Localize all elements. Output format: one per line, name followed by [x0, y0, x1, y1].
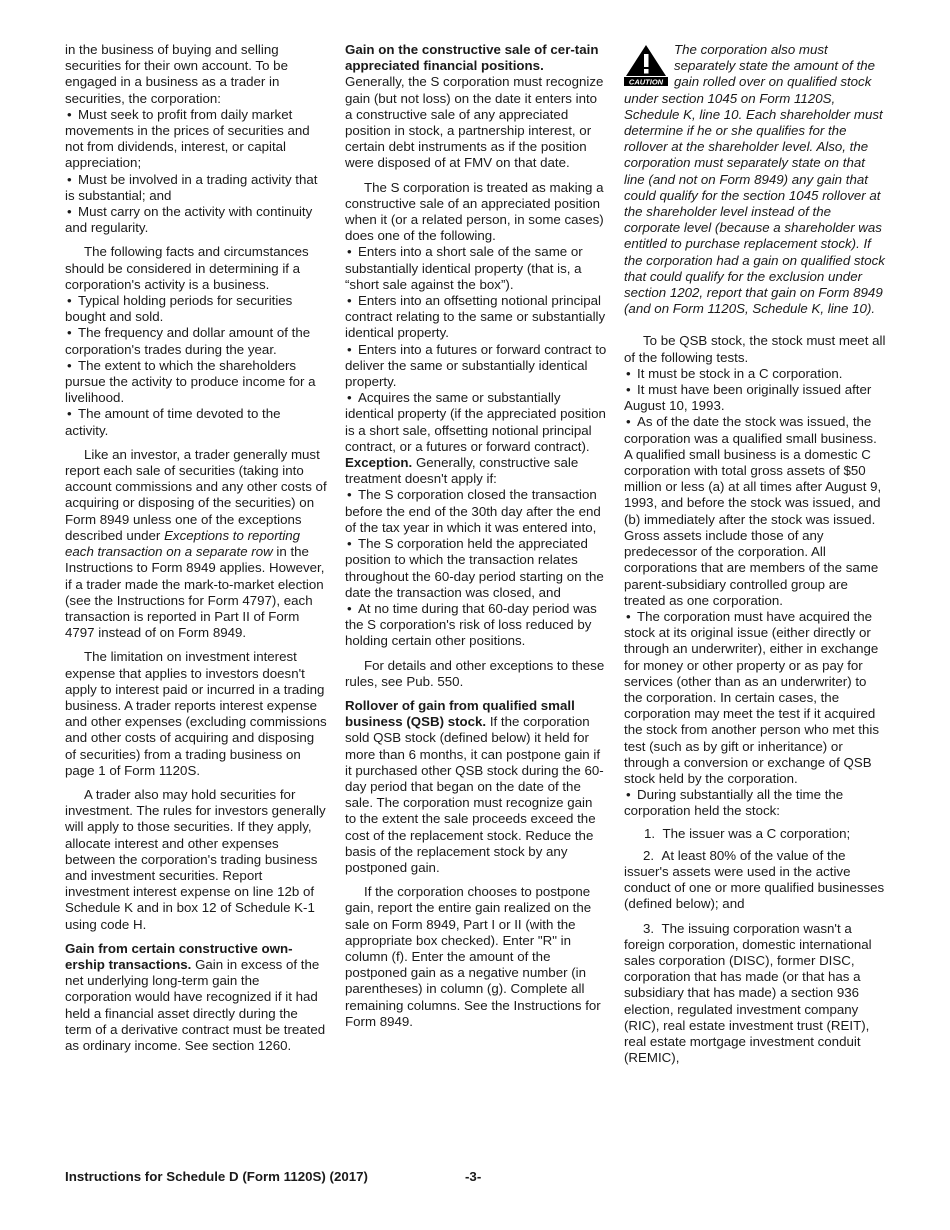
column-1 [65, 42, 327, 1062]
paragraph: For details and other exceptions to these rules, see Pub. 550. [345, 657, 605, 689]
bullet-item: • Must carry on the activity with continuity and regularity. [65, 204, 327, 236]
bullet-item: • Must seek to profit from daily market movements in the prices of securities and not from dividends, interest, or capital appreciation; [65, 107, 327, 172]
bullet-item: • Enters into a short sale of the same or substantially identical property (that is, a “short sale against the box”). [345, 244, 607, 293]
paragraph: The S corporation is treated as making a constructive sale of an appreciated position when it (or a related person, in some cases) does one of the following. [345, 179, 604, 244]
bullet-item: • The amount of time devoted to the activity. [65, 406, 327, 438]
reference-title: Exceptions to reporting each transaction on a separate row [65, 527, 301, 560]
footer-title: Instructions for Schedule D (Form 1120S) (2017) [65, 1169, 368, 1184]
bullet-item: • At no time during that 60-day period was the S corporation's risk of loss reduced by holding certain other positions. [345, 601, 607, 650]
bullet-item: • Acquires the same or substantially identical property (if the appreciated position is a short sale, offsetting notional principal contract, or a futures or forward contract). [345, 390, 607, 455]
numbered-item: 2. At least 80% of the value of the issuer's assets were used in the active conduct of one or more qualified businesses (defined below); and [624, 847, 885, 912]
paragraph: A trader also may hold securities for investment. The rules for investors generally will apply to those securities. If they apply, allocate interest and other expenses between the corporation's trading business and investment securities. Report investment interest expense on line 12b of Schedule K and in box 12 of Schedule K-1 using code H. [65, 786, 326, 932]
paragraph: The limitation on investment interest expense that applies to investors doesn't apply to interest paid or incurred in a trading business. A trader reports interest expense and other expenses (excluding commissions and other costs of acquiring and disposing of securities) from a trading business on page 1 of Form 1120S. [65, 649, 327, 778]
numbered-item: 1. The issuer was a C corporation; [644, 825, 851, 841]
bullet-item: • As of the date the stock was issued, the corporation was a qualified small business. A qualified small business is a domestic C corporation with total gross assets of $50 million or less (a) at all times after August 9, 1993, and before the stock was issued, and (b) immediately after the stock was issued. Gross assets include those of any predecessor of the corporation. All corporations that are members of the same parent-subsidiary controlled group are treated as one corporation. [624, 414, 886, 608]
bullet-item: • It must be stock in a C corporation. [624, 366, 886, 382]
numbered-item: 3. The issuing corporation wasn't a foreign corporation, domestic international sales corporation (DISC), former DISC, corporation that has made (or that has a subsidiary that has made) a section 936 election, regulated investment company (RIC), real estate investment trust (REIT), real estate mortgage investment conduit (REMIC), [624, 920, 872, 1066]
caution-icon [624, 44, 668, 86]
paragraph: If the corporation chooses to postpone gain, report the entire gain realized on the sale on Form 8949, Part I or II (with the appropriate box checked). Enter "R" in column (f). Enter the amount of the postponed gain as a negative number (in parentheses) in column (g). Complete all remaining columns. See the Instructions for Form 8949. [345, 884, 601, 1029]
column-2 [345, 42, 607, 1038]
bullet-item: • The extent to which the shareholders pursue the activity to produce income for a livelihood. [65, 358, 327, 407]
bullet-item: • The S corporation held the appreciated position to which the transaction relates throughout the 60-day period starting on the date the transaction was closed, and [345, 536, 607, 601]
paragraph: The following facts and circumstances should be considered in determining if a corporation's activity is a business. [65, 244, 309, 292]
paragraph: Gain from certain constructive own-ership transactions. Gain in excess of the net underlying long-term gain the corporation would have recognized if it had held a financial asset directly during the term of a derivative contract must be treated as ordinary income. See section 1260. [65, 940, 326, 1053]
bullet-item: • Enters into a futures or forward contract to deliver the same or substantially identical property. [345, 342, 607, 391]
paragraph: Like an investor, a trader generally must report each sale of securities (taking into account commissions and any other costs of acquiring or disposing of the securities) on Form 8949 unless one of the exceptions described under Exceptions to reporting each transaction on a separate row in the Instructions to Form 8949 applies. However, if a trader made the mark-to-market election (see the Instructions for Form 4797), each transaction is reported in Part II of Form 4797 instead of on Form 8949. [65, 446, 327, 641]
bullet-item: • The frequency and dollar amount of the corporation's trades during the year. [65, 325, 327, 357]
paragraph: Rollover of gain from qualified small business (QSB) stock. If the corporation sold QSB stock (defined below) it held for more than 6 months, it can postpone gain if it purchased other QSB stock during the 60-day period that began on the date of the sale. The corporation must recognize gain to the extent the sale proceeds exceed the cost of the replacement stock. Reduce the basis of the replacement stock by any postponed gain. [345, 697, 604, 875]
caution-label: CAUTION [628, 77, 664, 86]
page-number: -3- [465, 1169, 482, 1184]
caution-note: CAUTION The corporation also must separately state the amount of the gain rolled over on qualified stock under section 1045 on Form 1120S, Schedule K, line 10. Each shareholder must determine if he or she qualifies for the rollover at the shareholder level. Also, the corporation must separately state on that line (and not on Form 8949) any gain that could qualify for the section 1045 rollover at the shareholder level instead of the corporate level (because a shareholder was entitled to purchase replacement stock). If the corporation had a gain on qualified stock that could qualify for the exclusion under section 1202, report that gain on Form 8949 (and on Form 1120S, Schedule K, line 10). [624, 42, 885, 317]
bullet-item: • The S corporation closed the transaction before the end of the 30th day after the end of the tax year in which it was entered into, [345, 487, 607, 536]
bullet-item: • Enters into an offsetting notional principal contract relating to the same or substantially identical property. [345, 293, 607, 342]
bullet-item: • Typical holding periods for securities bought and sold. [65, 293, 327, 325]
page-footer [65, 1169, 885, 1184]
section-heading: Gain from certain constructive own-ership transactions. [65, 940, 293, 972]
bullet-item: • Must be involved in a trading activity that is substantial; and [65, 172, 327, 204]
paragraph: in the business of buying and selling securities for their own account. To be engaged in a business as a trader in securities, the corporation: [65, 42, 288, 106]
bullet-item: • The corporation must have acquired the stock at its original issue (either directly or through an underwriter), either in exchange for money or other property or as pay for services (other than as an underwriter) to the corporation. In certain cases, the corporation may meet the test if it acquired the stock from another person who met this test (such as by gift or inheritance) or through a conversion or exchange of QSB stock held by the corporation. [624, 609, 886, 787]
paragraph: Gain on the constructive sale of cer-tain appreciated financial positions. Generally, the S corporation must recognize gain (but not loss) on the date it enters into a constructive sale of any appreciated position in stock, a partnership interest, or certain debt instruments as if the position were disposed of at FMV on that date. [345, 42, 604, 171]
paragraph: Exception. Generally, constructive sale treatment doesn't apply if: [345, 455, 579, 487]
section-heading: Gain on the constructive sale of cer-tain appreciated financial positions. [345, 42, 599, 74]
bullet-item: • During substantially all the time the corporation held the stock: [624, 787, 886, 819]
paragraph: To be QSB stock, the stock must meet all of the following tests. [624, 333, 886, 365]
section-heading: Exception. [345, 455, 413, 471]
bullet-item: • It must have been originally issued after August 10, 1993. [624, 382, 886, 414]
section-heading: Rollover of gain from qualified small business (QSB) stock. [345, 697, 575, 730]
column-3 [624, 42, 886, 1074]
